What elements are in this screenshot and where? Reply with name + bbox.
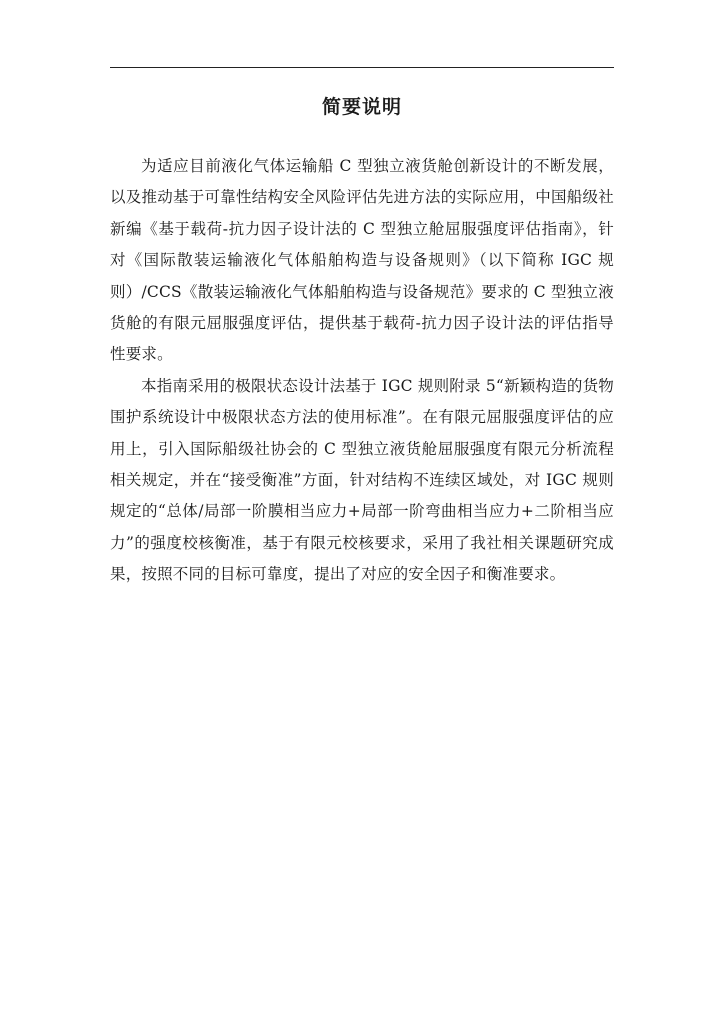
page-title: 简要说明 — [321, 96, 402, 118]
document-body — [110, 151, 614, 591]
header-rule — [110, 67, 614, 68]
paragraph-2: 本指南采用的极限状态设计法基于 IGC 规则附录 5“新颖构造的货物围护系统设计中极限状态方法的使用标准”。在有限元屈服强度评估的应用上，引入国际船级社协会的 C 型独立液货舱屈服强度有限元分析流程相关规定，并在“接受衡准”方面，针对结构不连续区域处，对 IGC 规则规定的“总体/局部一阶膜相当应力+局部一阶弯曲相当应力+二阶相当应力”的强度校核衡准，基于有限元校核要求，采用了我社相关课题研究成果，按照不同的目标可靠度，提出了对应的安全因子和衡准要求。 — [110, 376, 614, 584]
paragraph-1: 为适应目前液化气体运输船 C 型独立液货舱创新设计的不断发展，以及推动基于可靠性结构安全风险评估先进方法的实际应用，中国船级社新编《基于载荷-抗力因子设计法的 C 型独立舱屈服强度评估指南》，针对《国际散装运输液化气体船舶构造与设备规则》（以下简称 IGC 规则）/CCS《散装运输液化气体船舶构造与设备规范》要求的 C 型独立液货舱的有限元屈服强度评估，提供基于载荷-抗力因子设计法的评估指导性要求。 — [110, 157, 614, 364]
